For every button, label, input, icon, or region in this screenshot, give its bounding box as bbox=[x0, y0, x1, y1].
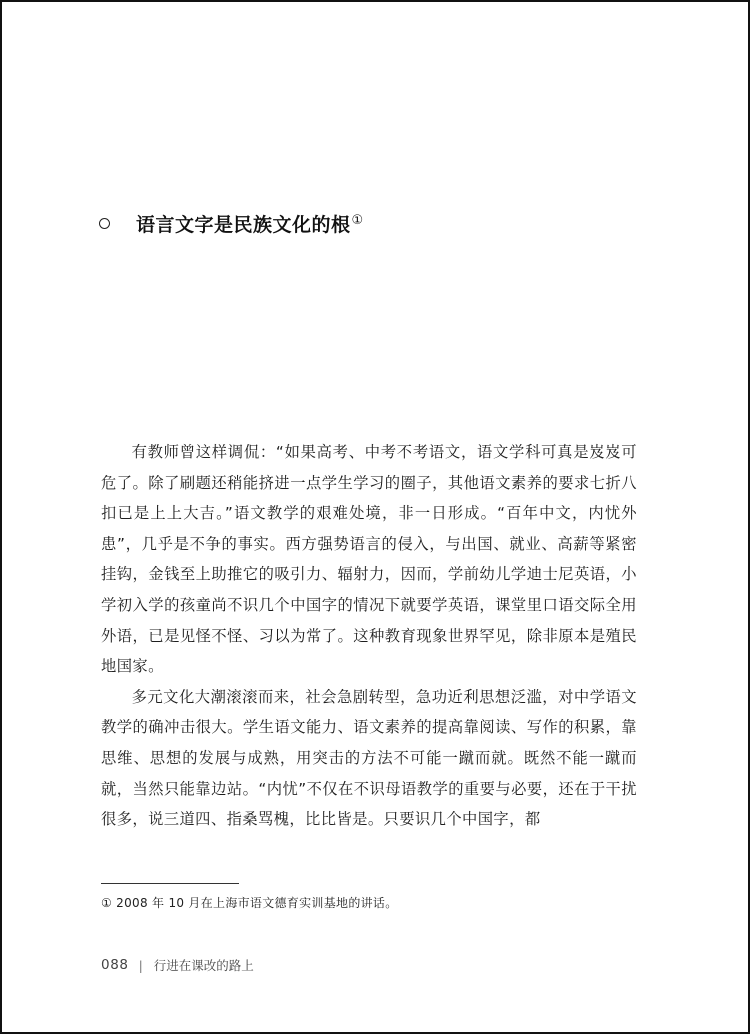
chapter-title bbox=[136, 210, 364, 237]
running-book-title: 行进在课改的路上 bbox=[153, 958, 254, 973]
chapter-title-text: 语言文字是民族文化的根 bbox=[136, 214, 351, 236]
footer-separator: | bbox=[138, 957, 143, 973]
page-number: 088 bbox=[101, 957, 129, 973]
footnote-reference[interactable]: ① bbox=[351, 213, 364, 228]
footnote: ① 2008 年 10 月在上海市语文德育实训基地的讲话。 bbox=[101, 896, 398, 910]
paragraph-1: 有教师曾这样调侃：“如果高考、中考不考语文，语文学科可真是岌岌可危了。除了刷题还稍能挤进一点学生学习的圈子，其他语文素养的要求七折八扣已是上上大吉。”语文教学的艰难处境，非一日形成。“百年中文，内忧外患”，几乎是不争的事实。西方强势语言的侵入，与出国、就业、高薪等紧密挂钩，金钱至上助推它的吸引力、辐射力，因而，学前幼儿学迪士尼英语，小学初入学的孩童尚不识几个中国字的情况下就要学英语，课堂里口语交际全用外语，已是见怪不怪、习以为常了。这种教育现象世界罕见，除非原本是殖民地国家。 bbox=[101, 443, 637, 676]
body-text bbox=[101, 437, 637, 835]
footnote-divider bbox=[101, 883, 239, 884]
page-footer bbox=[101, 956, 254, 974]
paragraph-2: 多元文化大潮滚滚而来，社会急剧转型，急功近利思想泛滥，对中学语文教学的确冲击很大。学生语文能力、语文素养的提高靠阅读、写作的积累，靠思维、思想的发展与成熟，用突击的方法不可能一蹴而就。既然不能一蹴而就，当然只能靠边站。“内忧”不仅在不识母语教学的重要与必要，还在于干扰很多，说三道四、指桑骂槐，比比皆是。只要识几个中国字，都 bbox=[101, 687, 637, 829]
chapter-heading bbox=[99, 210, 364, 237]
circle-bullet-icon bbox=[99, 218, 110, 229]
